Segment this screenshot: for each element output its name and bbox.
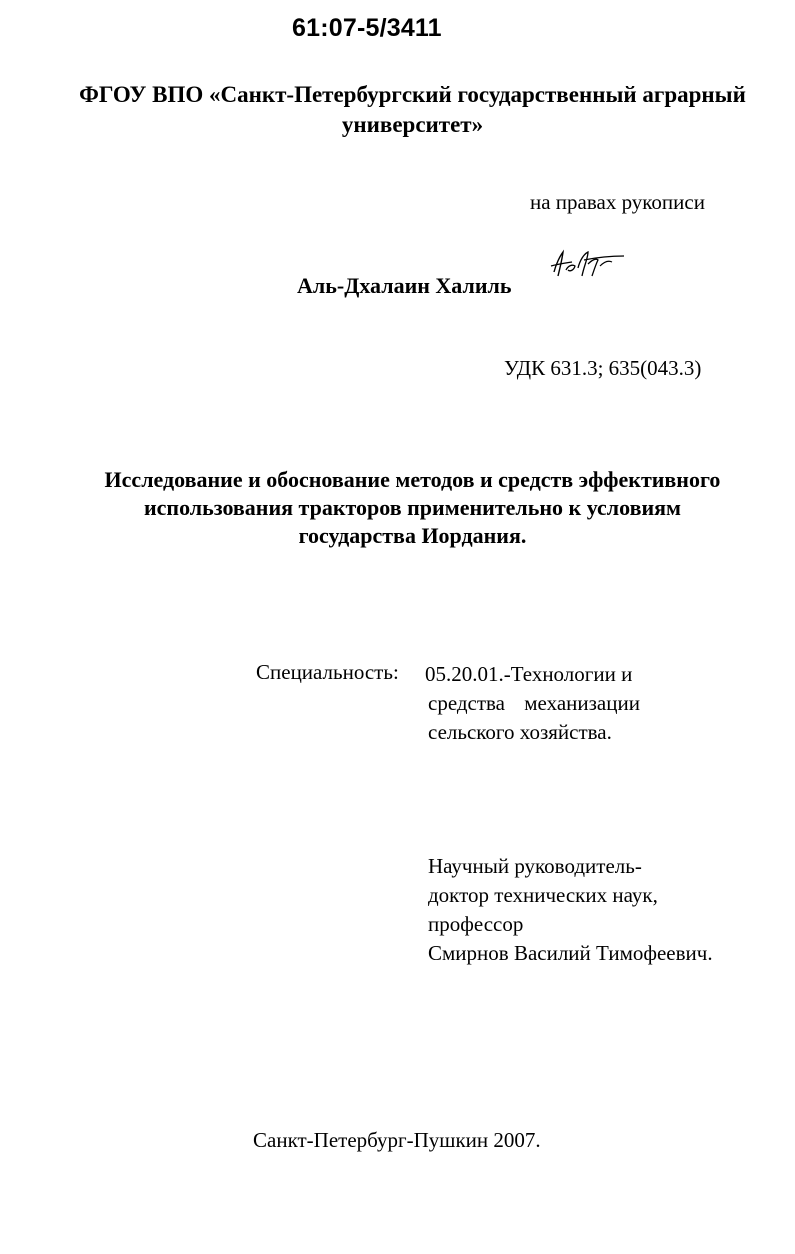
supervisor-line-1: Научный руководитель- <box>428 854 642 878</box>
signature-icon <box>548 246 628 282</box>
city-year: Санкт-Петербург-Пушкин 2007. <box>253 1128 541 1152</box>
archive-stamp-number: 61:07-5/3411 <box>292 14 442 42</box>
specialty-line-3: сельского хозяйства. <box>428 720 612 744</box>
institution-line-2: университет» <box>341 112 484 137</box>
manuscript-note: на правах рукописи <box>530 190 705 214</box>
thesis-title-line-3: государства Иордания. <box>298 523 527 548</box>
supervisor-line-2: доктор технических наук, <box>428 883 658 907</box>
supervisor-block <box>428 852 713 968</box>
udk-code: УДК 631.3; 635(043.3) <box>504 356 702 380</box>
institution-line-1: ФГОУ ВПО «Санкт-Петербургский государственный аграрный <box>79 82 746 107</box>
thesis-title-line-1: Исследование и обоснование методов и средств эффективного <box>104 467 721 492</box>
supervisor-line-4: Смирнов Василий Тимофеевич. <box>428 941 713 965</box>
thesis-title-line-2: использования тракторов применительно к условиям <box>143 495 682 520</box>
thesis-title <box>60 466 765 550</box>
specialty-label: Специальность: <box>256 660 399 684</box>
specialty-line-1: 05.20.01.-Технологии и <box>425 662 633 686</box>
supervisor-line-3: профессор <box>428 912 524 936</box>
specialty-value <box>425 660 640 747</box>
specialty-line-2: средства механизации <box>428 691 640 715</box>
institution-name <box>40 80 785 140</box>
author-name: Аль-Дхалаин Халиль <box>297 273 512 298</box>
